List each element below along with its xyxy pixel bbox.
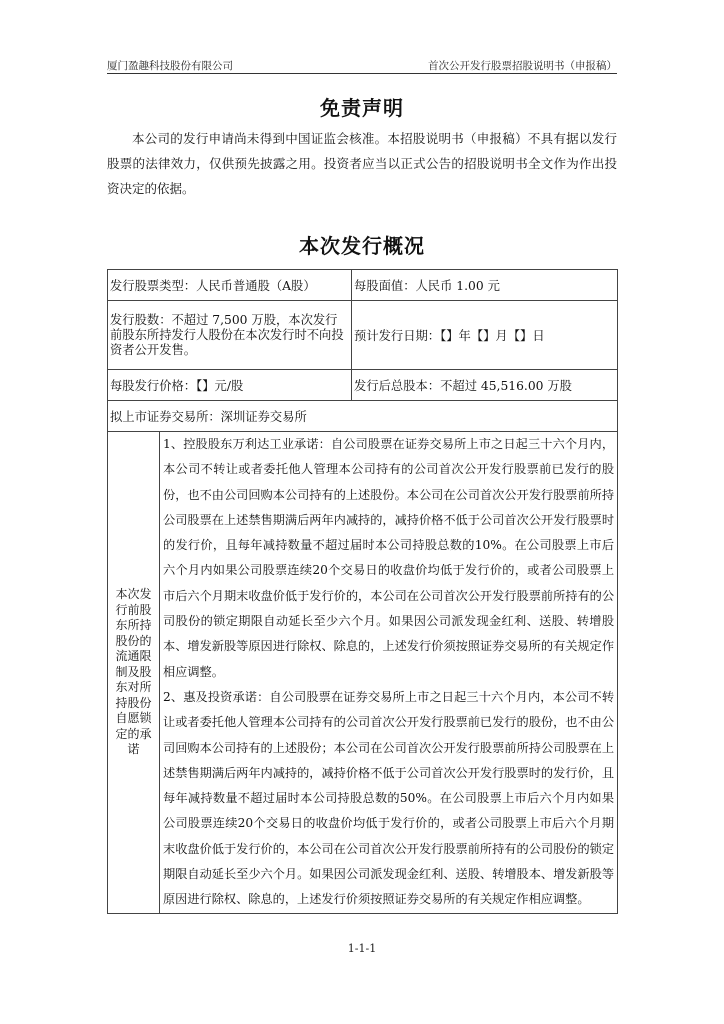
shares-issued-cell: 发行股数：不超过 7,500 万股，本次发行前股东所持发行人股份在本次发行时不向投资者公开发售。 — [108, 301, 352, 370]
disclaimer-text: 本公司的发行申请尚未得到中国证监会核准。本招股说明书（申报稿）不具有据以发行股票的法律效力，仅供预先披露之用。投资者应当以正式公告的招股说明书全文作为作出投资决定的依据。 — [107, 131, 617, 196]
header-doc-title: 首次公开发行股票招股说明书（申报稿） — [428, 60, 617, 72]
table-row — [108, 301, 618, 370]
overview-title: 本次发行概况 — [299, 234, 425, 258]
header-company: 厦门盈趣科技股份有限公司 — [107, 60, 233, 72]
lockup-paragraph-2: 2、惠及投资承诺：自公司股票在证券交易所上市之日起三十六个月内，本公司不转让或者委托他人管理本公司持有的公司首次公开发行股票前已发行的股份，也不由公司回购本公司持有的上述股份；本公司在公司首次公开发行股票前所持公司股票在上述禁售期满后两年内减持的，减持价格不低于公司首次公开发行股票时的发行价，且每年减持数量不超过届时本公司持股总数的50%。在公司股票上市后六个月内如果公司股票连续20个交易日的收盘价均低于发行价的，或者公司股票上市后六个月期末收盘价低于发行价的，本公司在公司首次公开发行股票前所持有的公司股份的锁定期限自动延长至少六个月。如果因公司派发现金红利、送股、转增股本、增发新股等原因进行除权、除息的，上述发行价须按照证券交易所的有关规定作相应调整。 — [163, 689, 615, 907]
total-shares-cell: 发行后总股本：不超过 45,516.00 万股 — [352, 370, 618, 401]
par-value-cell: 每股面值：人民币 1.00 元 — [352, 270, 618, 301]
header-divider — [107, 73, 617, 74]
lockup-commitments-cell — [160, 432, 618, 914]
overview-table — [107, 269, 618, 914]
lockup-label-cell: 本次发行前股东所持股份的流通限制及股东对所持股份自愿锁定的承诺 — [108, 432, 160, 914]
table-row — [108, 401, 618, 432]
stock-type-cell: 发行股票类型：人民币普通股（A股） — [108, 270, 352, 301]
exchange-cell: 拟上市证券交易所：深圳证券交易所 — [108, 401, 618, 432]
page-header — [107, 58, 617, 73]
table-row — [108, 432, 618, 914]
issue-price-cell: 每股发行价格：【】元/股 — [108, 370, 352, 401]
disclaimer-title: 免责声明 — [320, 96, 404, 120]
issue-date-cell: 预计发行日期：【】年【】月【】日 — [352, 301, 618, 370]
table-row — [108, 370, 618, 401]
table-row — [108, 270, 618, 301]
lockup-paragraph-1: 1、控股股东万利达工业承诺：自公司股票在证券交易所上市之日起三十六个月内，本公司不转让或者委托他人管理本公司持有的公司首次公开发行股票前已发行的股份，也不由公司回购本公司持有的上述股份。本公司在公司首次公开发行股票前所持公司股票在上述禁售期满后两年内减持的，减持价格不低于公司首次公开发行股票时的发行价，且每年减持数量不超过届时本公司持股总数的10%。在公司股票上市后六个月内如果公司股票连续20个交易日的收盘价均低于发行价的，或者公司股票上市后六个月期末收盘价低于发行价的，本公司在公司首次公开发行股票前所持有的公司股份的锁定期限自动延长至少六个月。如果因公司派发现金红利、送股、转增股本、增发新股等原因进行除权、除息的，上述发行价须按照证券交易所的有关规定作相应调整。 — [163, 437, 615, 679]
page-number: 1-1-1 — [347, 942, 377, 955]
